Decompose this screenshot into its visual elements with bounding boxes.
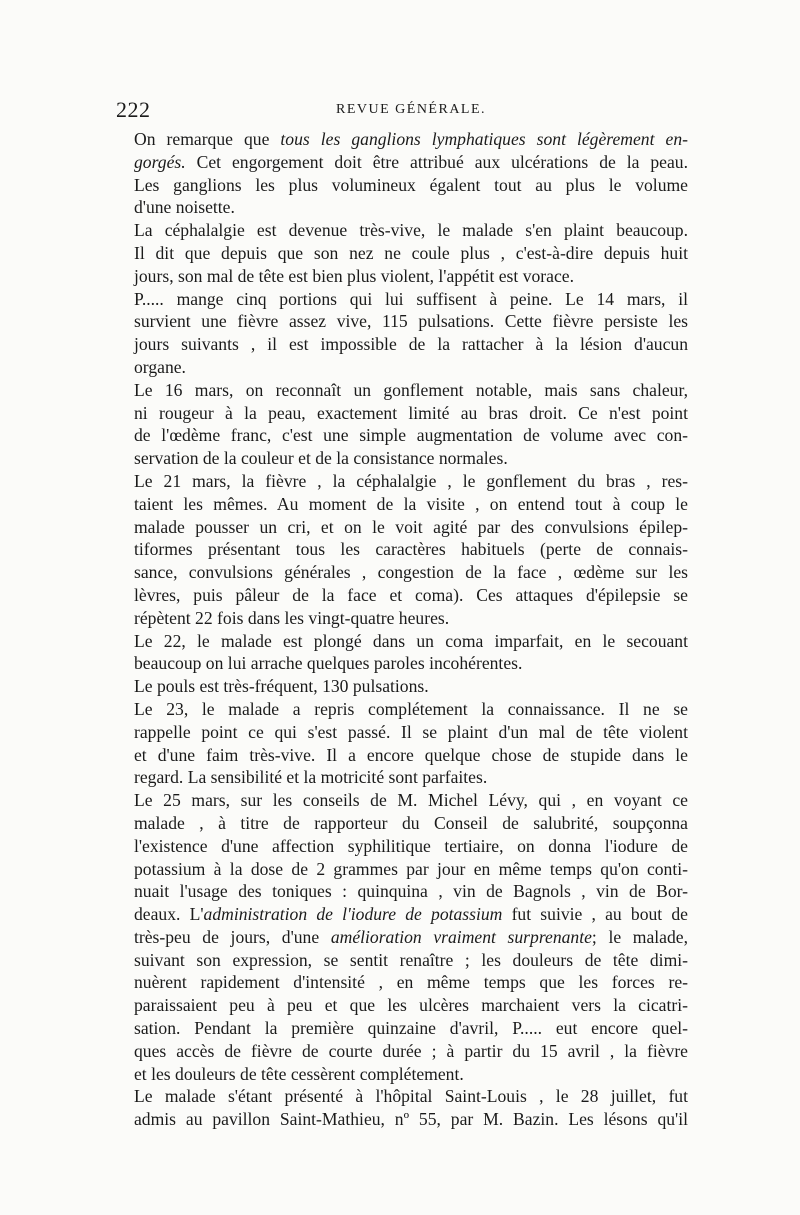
text-line [116, 128, 688, 151]
text-line [116, 333, 688, 356]
text-line [116, 971, 688, 994]
text-run: et d'une faim très-vive. Il a encore quelque chose de stupide dans le [134, 744, 688, 765]
text-run: malade , à titre de rapporteur du Conseil de salubrité, soupçonna [134, 812, 688, 833]
text-run: d'une noisette. [134, 197, 235, 218]
paragraph [116, 470, 688, 630]
text-run: nuèrent rapidement d'intensité , en même temps que les forces re- [134, 972, 688, 993]
text-run: fut suivie , au bout de [502, 904, 688, 925]
text-line [116, 538, 688, 561]
text-line [116, 493, 688, 516]
paragraph [116, 288, 688, 379]
text-run: Le 16 mars, on reconnaît un gonflement notable, mais sans chaleur, [134, 379, 688, 400]
text-line [116, 561, 688, 584]
page-header [116, 96, 686, 124]
text-run: La céphalalgie est devenue très-vive, le malade s'en plaint beaucoup. [134, 220, 688, 241]
text-line [116, 744, 688, 767]
italic-run: amélioration vraiment surprenante [330, 926, 592, 947]
text-run: Cet engorgement doit être attribué aux ulcérations de la peau. [185, 151, 688, 172]
text-line [116, 1017, 688, 1040]
paragraph [116, 128, 688, 219]
text-run: et les douleurs de tête cessèrent complétement. [134, 1063, 464, 1084]
text-line [116, 379, 688, 402]
text-line [116, 766, 688, 789]
text-line [116, 949, 688, 972]
paragraph [116, 675, 688, 698]
text-line [116, 402, 688, 425]
text-run: nuait l'usage des toniques : quinquina , vin de Bagnols , vin de Bor- [134, 881, 688, 902]
text-line [116, 858, 688, 881]
text-line [116, 1108, 688, 1131]
italic-run: gorgés. [134, 151, 186, 172]
text-line [116, 356, 688, 379]
text-run: Le pouls est très-fréquent, 130 pulsations. [134, 676, 429, 697]
text-run: Le 25 mars, sur les conseils de M. Michel Lévy, qui , en voyant ce [134, 790, 688, 811]
text-line [116, 789, 688, 812]
text-line [116, 880, 688, 903]
text-run: Les ganglions les plus volumineux égalent tout au plus le volume [134, 174, 688, 195]
text-line [116, 994, 688, 1017]
text-line [116, 424, 688, 447]
text-line [116, 812, 688, 835]
text-run: beaucoup on lui arrache quelques paroles incohérentes. [134, 653, 523, 674]
text-run: tiformes présentant tous les caractères habituels (perte de connais- [134, 539, 688, 560]
text-line [116, 630, 688, 653]
text-run: paraissaient peu à peu et que les ulcères marchaient vers la cicatri- [134, 995, 688, 1016]
text-line [116, 219, 688, 242]
text-line [116, 1063, 688, 1086]
text-line [116, 1085, 688, 1108]
text-run: très-peu de jours, d'une [134, 926, 331, 947]
text-run: Le 22, le malade est plongé dans un coma imparfait, en le secouant [134, 630, 688, 651]
text-run: survient une fièvre assez vive, 115 pulsations. Cette fièvre persiste les [134, 311, 688, 332]
text-run: potassium à la dose de 2 grammes par jour en même temps qu'on conti- [134, 858, 688, 879]
text-run: l'existence d'une affection syphilitique tertiaire, on donna l'iodure de [134, 835, 688, 856]
text-run: organe. [134, 356, 186, 377]
text-run: rappelle point ce qui s'est passé. Il se plaint d'un mal de tête violent [134, 721, 688, 742]
text-line [116, 903, 688, 926]
text-run: suivant son expression, se sentit renaître ; les douleurs de tête dimi- [134, 949, 688, 970]
text-run: regard. La sensibilité et la motricité sont parfaites. [134, 767, 488, 788]
text-run: Il dit que depuis que son nez ne coule plus , c'est-à-dire depuis huit [134, 242, 688, 263]
text-run: jours, son mal de tête est bien plus violent, l'appétit est vorace. [134, 265, 574, 286]
text-run: On remarque que [134, 129, 281, 149]
text-run: de l'œdème franc, c'est une simple augmentation de volume avec con- [134, 425, 688, 446]
italic-run: administration de l'iodure de potassium [203, 904, 503, 925]
body-text [116, 128, 688, 1131]
text-run: deaux. L' [134, 904, 204, 925]
paragraph [116, 1085, 688, 1131]
text-line [116, 584, 688, 607]
text-run: Le 21 mars, la fièvre , la céphalalgie , le gonflement du bras , res- [134, 470, 688, 491]
text-run: jours suivants , il est impossible de la rattacher à la lésion d'aucun [134, 334, 688, 355]
text-run: répètent 22 fois dans les vingt-quatre heures. [134, 607, 450, 628]
paragraph [116, 219, 688, 287]
text-line [116, 607, 688, 630]
text-run: Le 23, le malade a repris complétement la connaissance. Il ne se [134, 698, 688, 719]
text-line [116, 926, 688, 949]
text-line [116, 721, 688, 744]
text-line [116, 151, 688, 174]
paragraph [116, 630, 688, 676]
text-line [116, 174, 688, 197]
text-line [116, 196, 688, 219]
text-run: P..... mange cinq portions qui lui suffisent à peine. Le 14 mars, il [134, 288, 688, 309]
text-run: sance, convulsions générales , congestion de la face , œdème sur les [134, 562, 688, 583]
page-number: 222 [116, 97, 151, 122]
text-line [116, 516, 688, 539]
text-run: lèvres, puis pâleur de la face et coma). Ces attaques d'épilepsie se [134, 584, 688, 605]
text-run: ques accès de fièvre de courte durée ; à partir du 15 avril , la fièvre [134, 1040, 688, 1061]
paragraph [116, 698, 688, 789]
text-line [116, 242, 688, 265]
text-run: taient les mêmes. Au moment de la visite , on entend tout à coup le [134, 493, 688, 514]
text-line [116, 652, 688, 675]
text-run: ni rougeur à la peau, exactement limité au bras droit. Ce n'est point [134, 402, 688, 423]
text-run: admis au pavillon Saint-Mathieu, nº 55, par M. Bazin. Les lésons qu'il [134, 1109, 688, 1130]
text-run: malade pousser un cri, et on le voit agité par des convulsions épilep- [134, 516, 688, 537]
text-line [116, 447, 688, 470]
text-run: Le malade s'étant présenté à l'hôpital Saint-Louis , le 28 juillet, fut [134, 1086, 688, 1107]
text-line [116, 1040, 688, 1063]
text-line [116, 265, 688, 288]
text-run: sation. Pendant la première quinzaine d'avril, P..... eut encore quel- [134, 1018, 688, 1039]
paragraph [116, 379, 688, 470]
text-line [116, 288, 688, 311]
text-line [116, 310, 688, 333]
text-line [116, 675, 688, 698]
running-head: REVUE GÉNÉRALE. [336, 102, 487, 117]
text-line [116, 470, 688, 493]
text-run: ; le malade, [591, 926, 688, 947]
italic-run: tous les ganglions lymphatiques sont légèrement en- [280, 129, 688, 149]
text-run: servation de la couleur et de la consistance normales. [134, 448, 508, 469]
paragraph [116, 789, 688, 1085]
text-line [116, 835, 688, 858]
text-line [116, 698, 688, 721]
